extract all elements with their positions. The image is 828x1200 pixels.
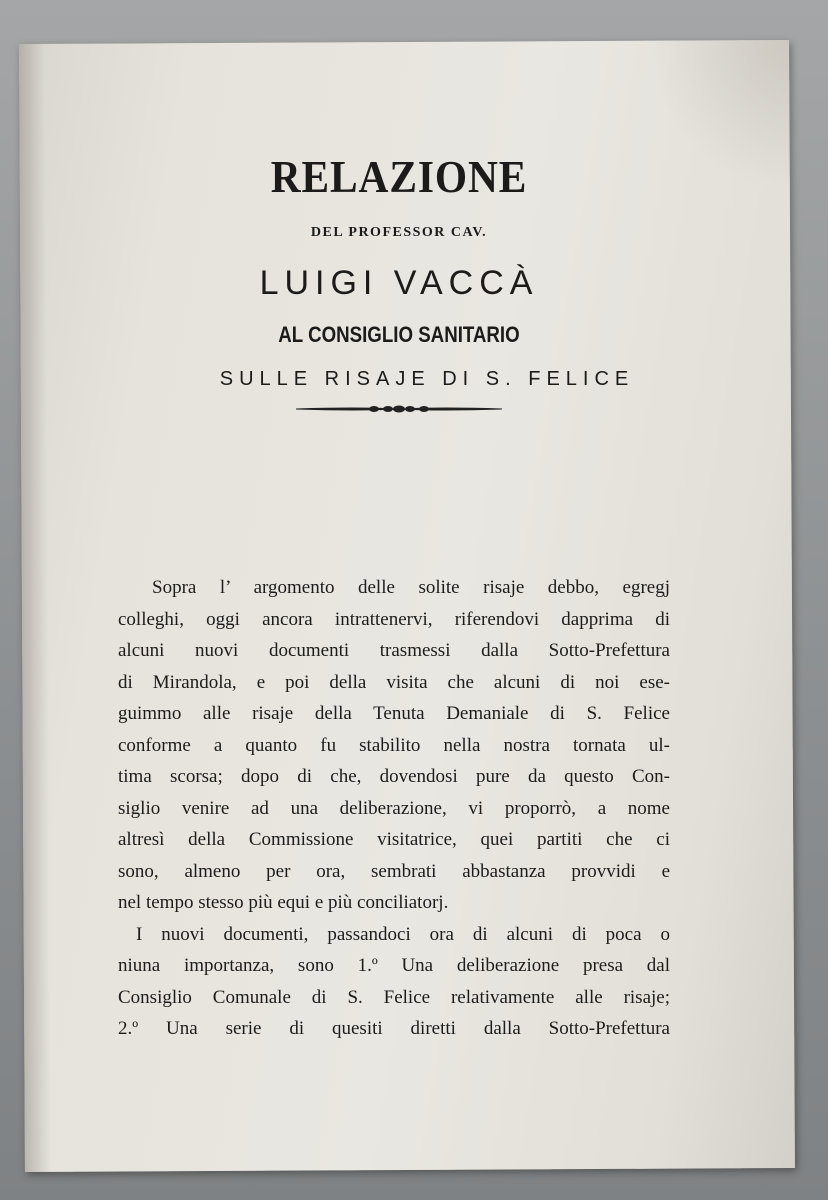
document-title: RELAZIONE [270,151,528,202]
text-line: siglio venire ad una deliberazione, vi proporrò, a nome [118,797,670,819]
text-line: 2.º Una serie di quesiti diretti dalla Sotto-Prefettura [118,1018,670,1039]
text-line: I nuovi documenti, passandoci ora di alcuni di poca o [136,923,670,945]
text-line: guimmo alle risaje della Tenuta Demaniale di S. Felice [118,703,670,724]
text-line: alcuni nuovi documenti trasmessi dalla Sotto-Prefettura [118,640,670,661]
text-line: niuna importanza, sono 1.º Una deliberazione presa dal [118,955,670,976]
document-author: LUIGI VACCÀ [259,264,539,302]
ornament-divider-icon [296,402,502,416]
text-line: nel tempo stesso più equi e più conciliatorj. [118,892,449,913]
text-line: Consiglio Comunale di S. Felice relativamente alle risaje; [118,986,670,1008]
document-addressee: AL CONSIGLIO SANITARIO [278,322,520,347]
text-line: Sopra l’ argomento delle solite risaje debbo, egregj [152,577,670,598]
text-line: conforme a quanto fu stabilito nella nostra tornata ul- [118,734,670,756]
text-line: tima scorsa; dopo di che, dovendosi pure da questo Con- [118,766,670,787]
text-line: di Mirandola, e poi della visita che alcuni di noi ese- [118,671,670,693]
text-line: colleghi, oggi ancora intrattenervi, riferendovi dapprima di [118,608,670,630]
text-line: altresì della Commissione visitatrice, quei partiti che ci [118,829,670,850]
page-spine-shadow [19,44,51,1172]
document-subject: SULLE RISAJE DI S. FELICE [219,368,635,390]
text-line: sono, almeno per ora, sembrati abbastanza provvidi e [118,860,670,882]
document-byline: DEL PROFESSOR CAV. [310,225,488,240]
body-text [118,572,670,1045]
